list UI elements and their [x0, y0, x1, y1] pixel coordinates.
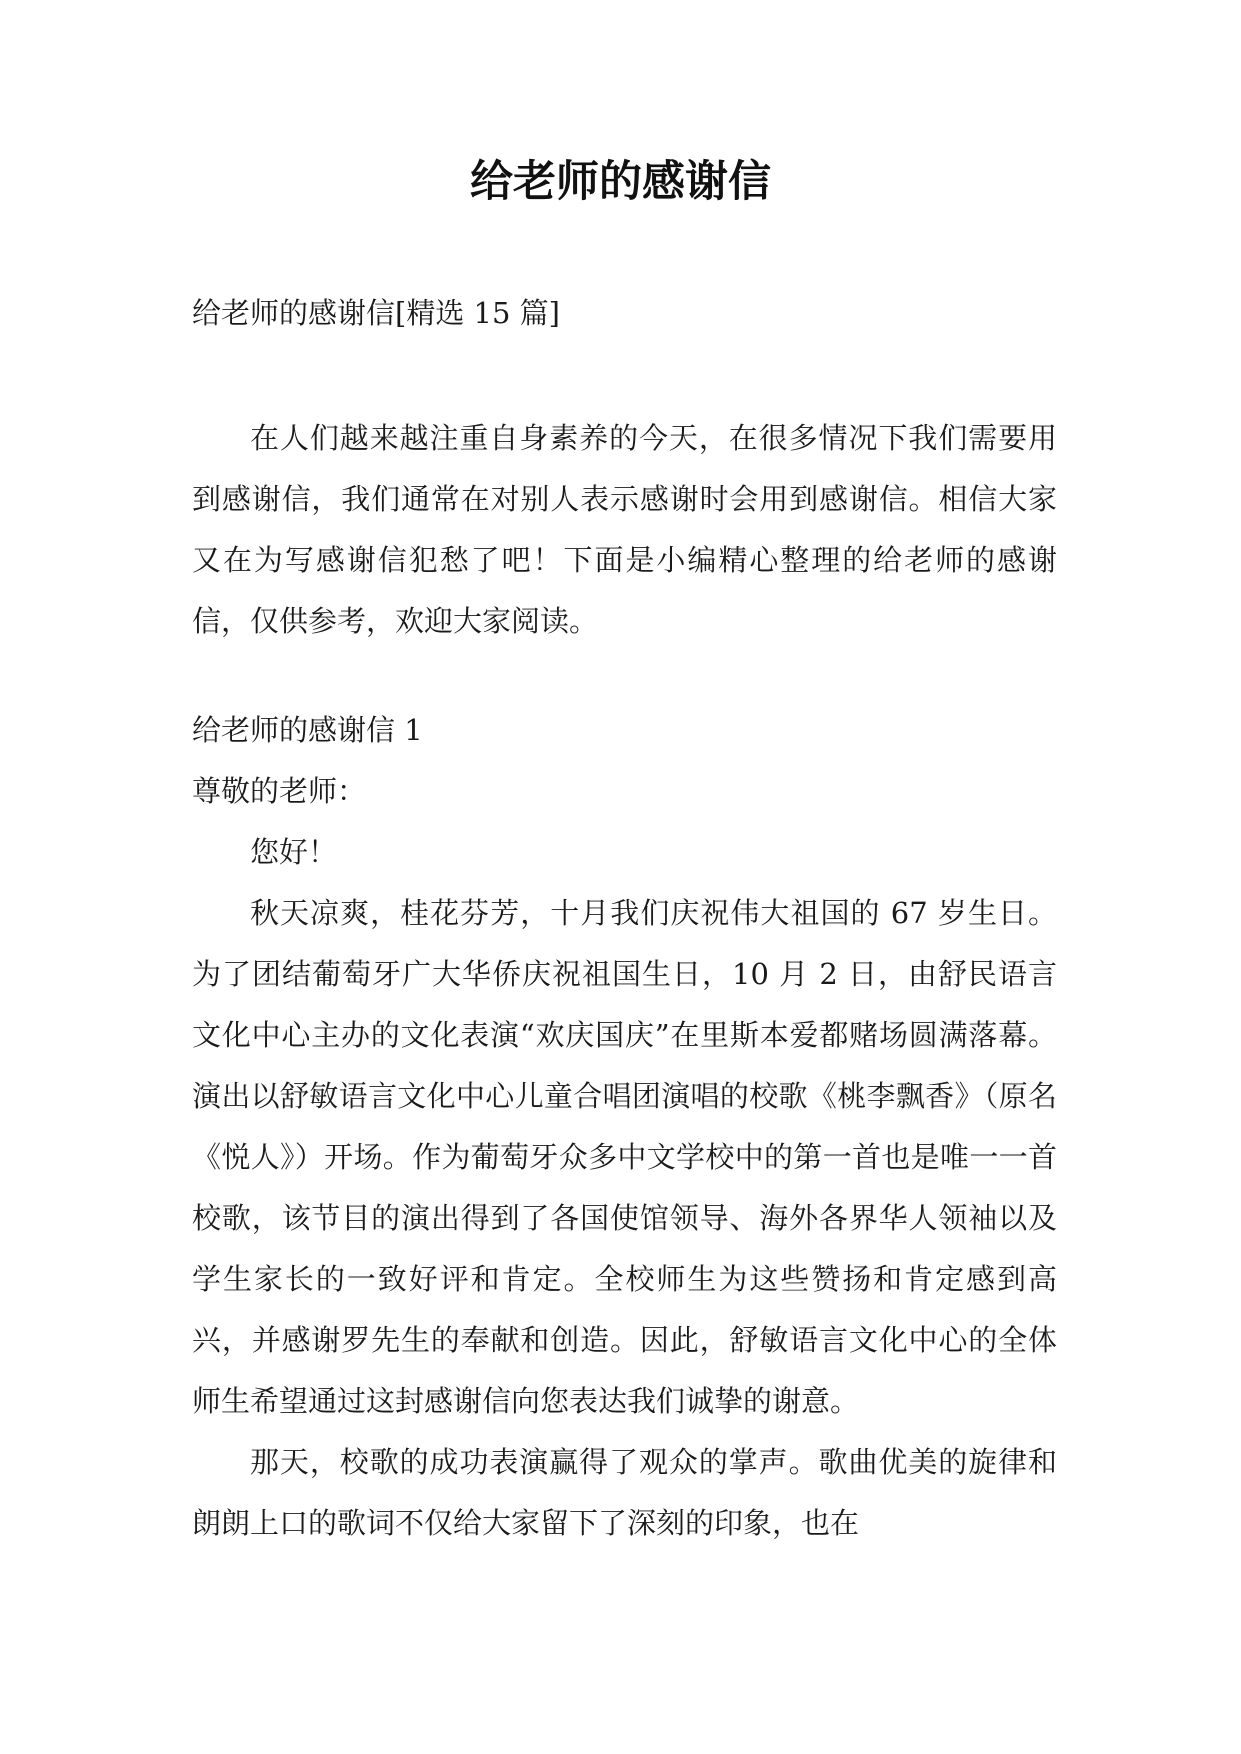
document-title: 给老师的感谢信	[470, 157, 771, 207]
intro-paragraph: 在人们越来越注重自身素养的今天，在很多情况下我们需要用到感谢信，我们通常在对别人表示感谢时会用到感谢信。相信大家又在为写感谢信犯愁了吧！下面是小编精心整理的给老师的感谢信，仅供参考，欢迎大家阅读。	[192, 421, 1057, 638]
document-subtitle: 给老师的感谢信[精选 15 篇]	[192, 296, 560, 330]
letter-heading: 给老师的感谢信 1	[192, 713, 423, 747]
salutation: 尊敬的老师：	[192, 774, 367, 808]
intro-block	[192, 408, 1057, 652]
letter-section	[192, 700, 1057, 1554]
greeting: 您好！	[250, 835, 338, 869]
letter-paragraph-2: 那天，校歌的成功表演赢得了观众的掌声。歌曲优美的旋律和朗朗上口的歌词不仅给大家留下了深刻的印象，也在	[192, 1445, 1057, 1540]
letter-paragraph-1: 秋天凉爽，桂花芬芳，十月我们庆祝伟大祖国的 67 岁生日。为了团结葡萄牙广大华侨庆祝祖国生日，10 月 2 日，由舒民语言文化中心主办的文化表演“欢庆国庆”在里斯本爱都赌场圆满落幕。演出以舒敏语言文化中心儿童合唱团演唱的校歌《桃李飘香》（原名《悦人》）开场。作为葡萄牙众多中文学校中的第一首也是唯一一首校歌，该节目的演出得到了各国使馆领导、海外各界华人领袖以及学生家长的一致好评和肯定。全校师生为这些赞扬和肯定感到高兴，并感谢罗先生的奉献和创造。因此，舒敏语言文化中心的全体师生希望通过这封感谢信向您表达我们诚挚的谢意。	[192, 896, 1057, 1418]
